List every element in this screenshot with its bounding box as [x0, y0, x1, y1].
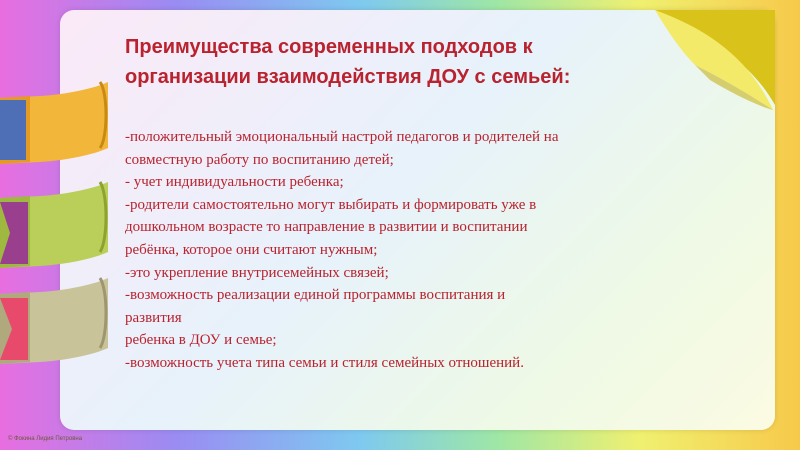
text-line: -возможность учета типа семьи и стиля семейных отношений.	[125, 354, 524, 371]
text-line: ребёнка, которое они считают нужным;	[125, 241, 378, 258]
title-line: Преимущества современных подходов к	[125, 36, 533, 58]
blue-ribbon-decoration	[0, 78, 110, 168]
advantages-list	[125, 126, 725, 375]
text-line: -возможность реализации единой программы воспитания и	[125, 287, 506, 304]
text-line: -родители самостоятельно могут выбирать и формировать уже в	[125, 196, 537, 213]
pink-ribbon-decoration	[0, 276, 110, 366]
text-line: -положительный эмоциональный настрой педагогов и родителей на	[125, 129, 559, 145]
slide-title	[125, 32, 685, 92]
text-line: - учет индивидуальности ребенка;	[125, 174, 344, 191]
text-line: ребенка в ДОУ и семье;	[125, 332, 277, 349]
title-line: организации взаимодействия ДОУ с семьей:	[125, 66, 571, 88]
text-line: развития	[125, 309, 182, 326]
text-line: совместную работу по воспитанию детей;	[125, 151, 394, 168]
purple-ribbon-decoration	[0, 180, 110, 270]
text-line: -это укрепление внутрисемейных связей;	[125, 264, 389, 281]
text-line: дошкольном возрасте то направление в развитии и воспитании	[125, 219, 528, 236]
copyright-footer: © Фокина Лидия Петровна	[8, 436, 83, 442]
